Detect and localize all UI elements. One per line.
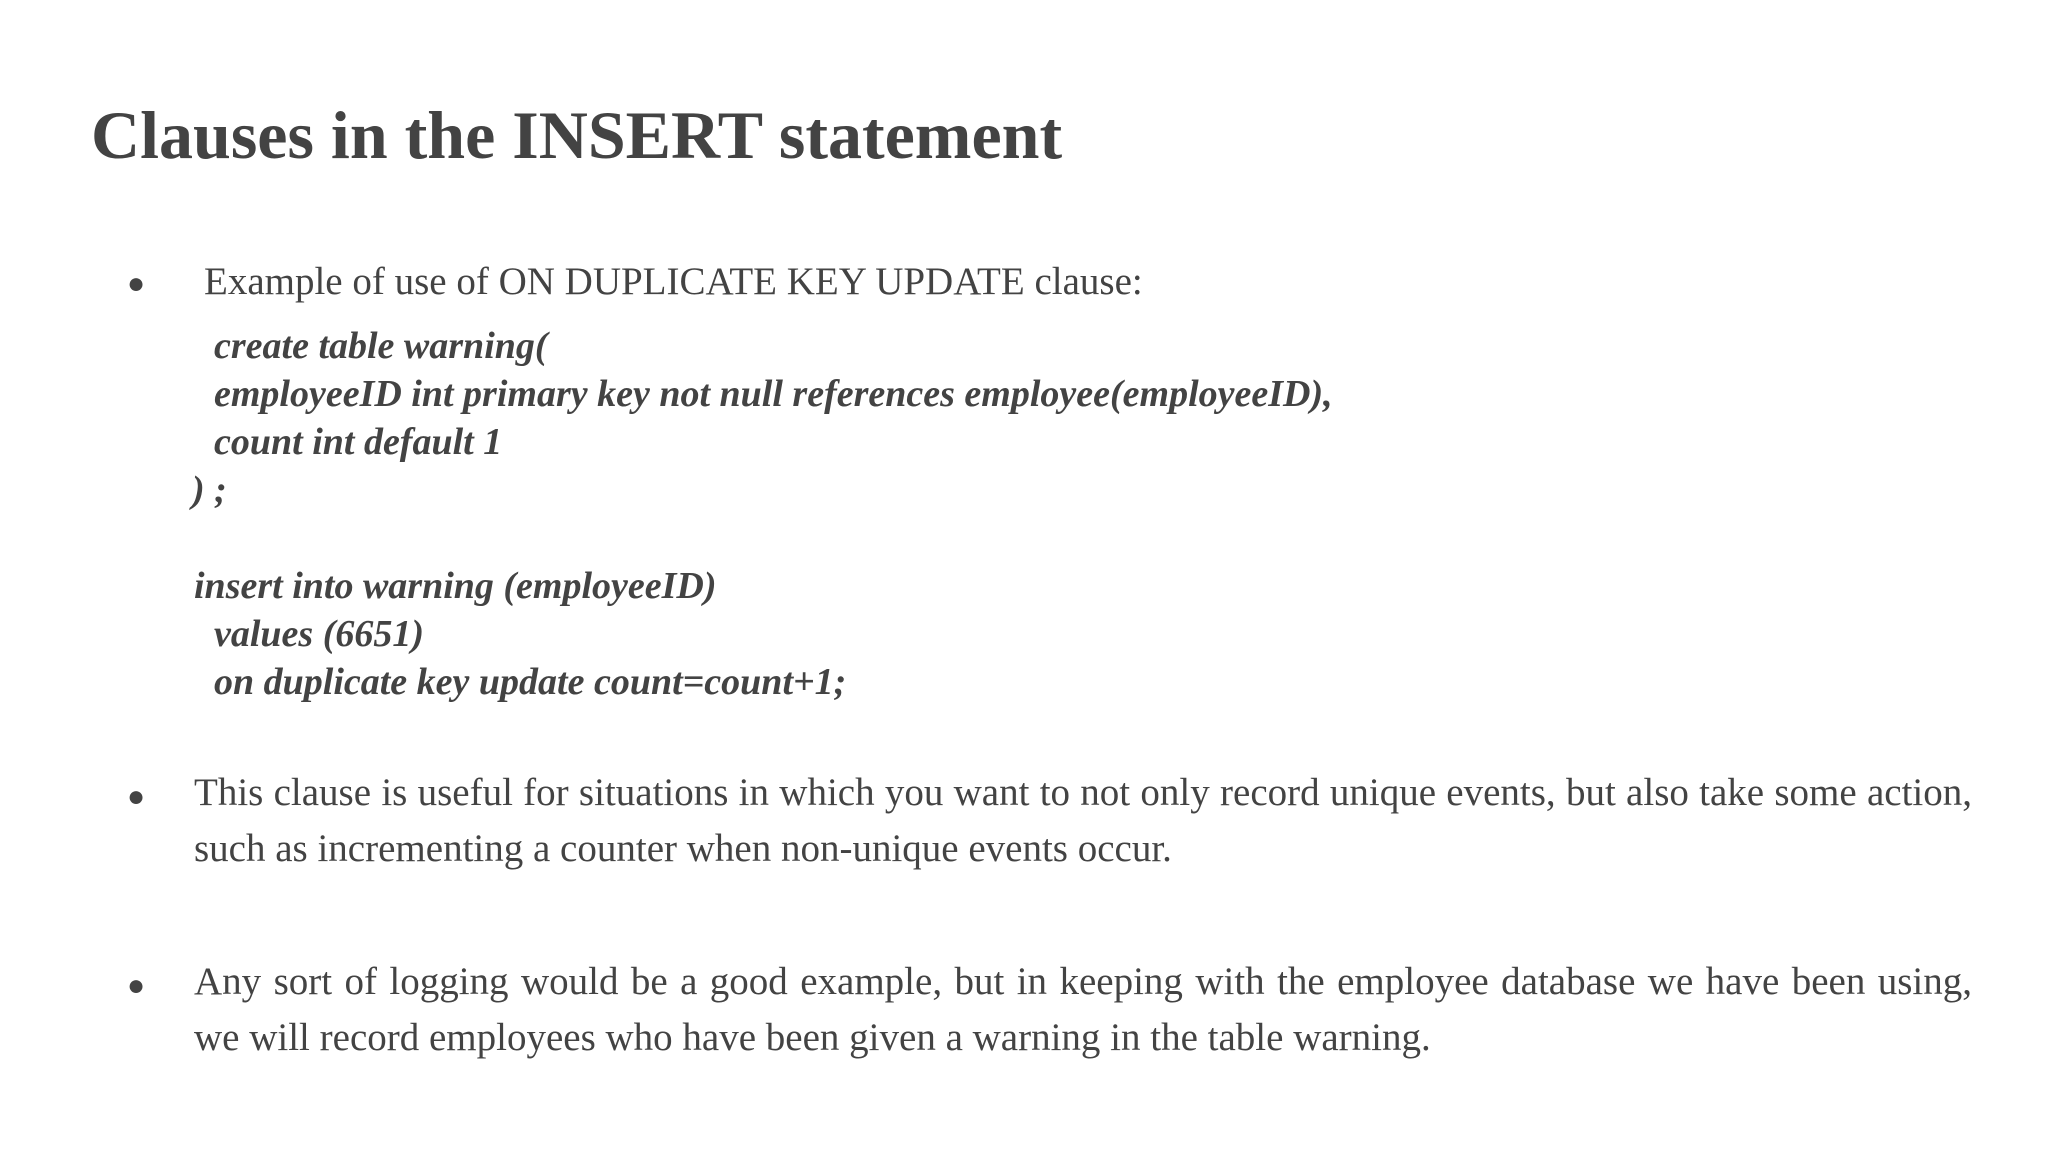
code-line-employee-id: employeeID int primary key not null references employee(employeeID), <box>214 373 1333 415</box>
bullet-icon: ● <box>126 780 146 813</box>
code-line-on-duplicate: on duplicate key update count=count+1; <box>214 661 847 703</box>
bullet-text-example-intro: Example of use of ON DUPLICATE KEY UPDATE clause: <box>204 260 1143 303</box>
code-line-count: count int default 1 <box>214 421 503 463</box>
code-line-create-table: create table warning( <box>214 325 548 367</box>
bullet-icon: ● <box>126 969 146 1002</box>
code-line-close-paren: ) ; <box>192 469 227 511</box>
slide-title: Clauses in the INSERT statement <box>91 97 1063 173</box>
code-line-insert-into: insert into warning (employeeID) <box>194 565 717 607</box>
bullet-text-logging-example: Any sort of logging would be a good example, but in keeping with the employee database we have been using, we will record employees who have been given a warning in the table warning. <box>194 960 1972 1059</box>
code-line-values: values (6651) <box>214 613 425 655</box>
bullet-text-clause-usefulness: This clause is useful for situations in which you want to not only record unique events, but also take some action, such as incrementing a counter when non-unique events occur. <box>194 771 1972 870</box>
bullet-icon: ● <box>126 267 146 300</box>
